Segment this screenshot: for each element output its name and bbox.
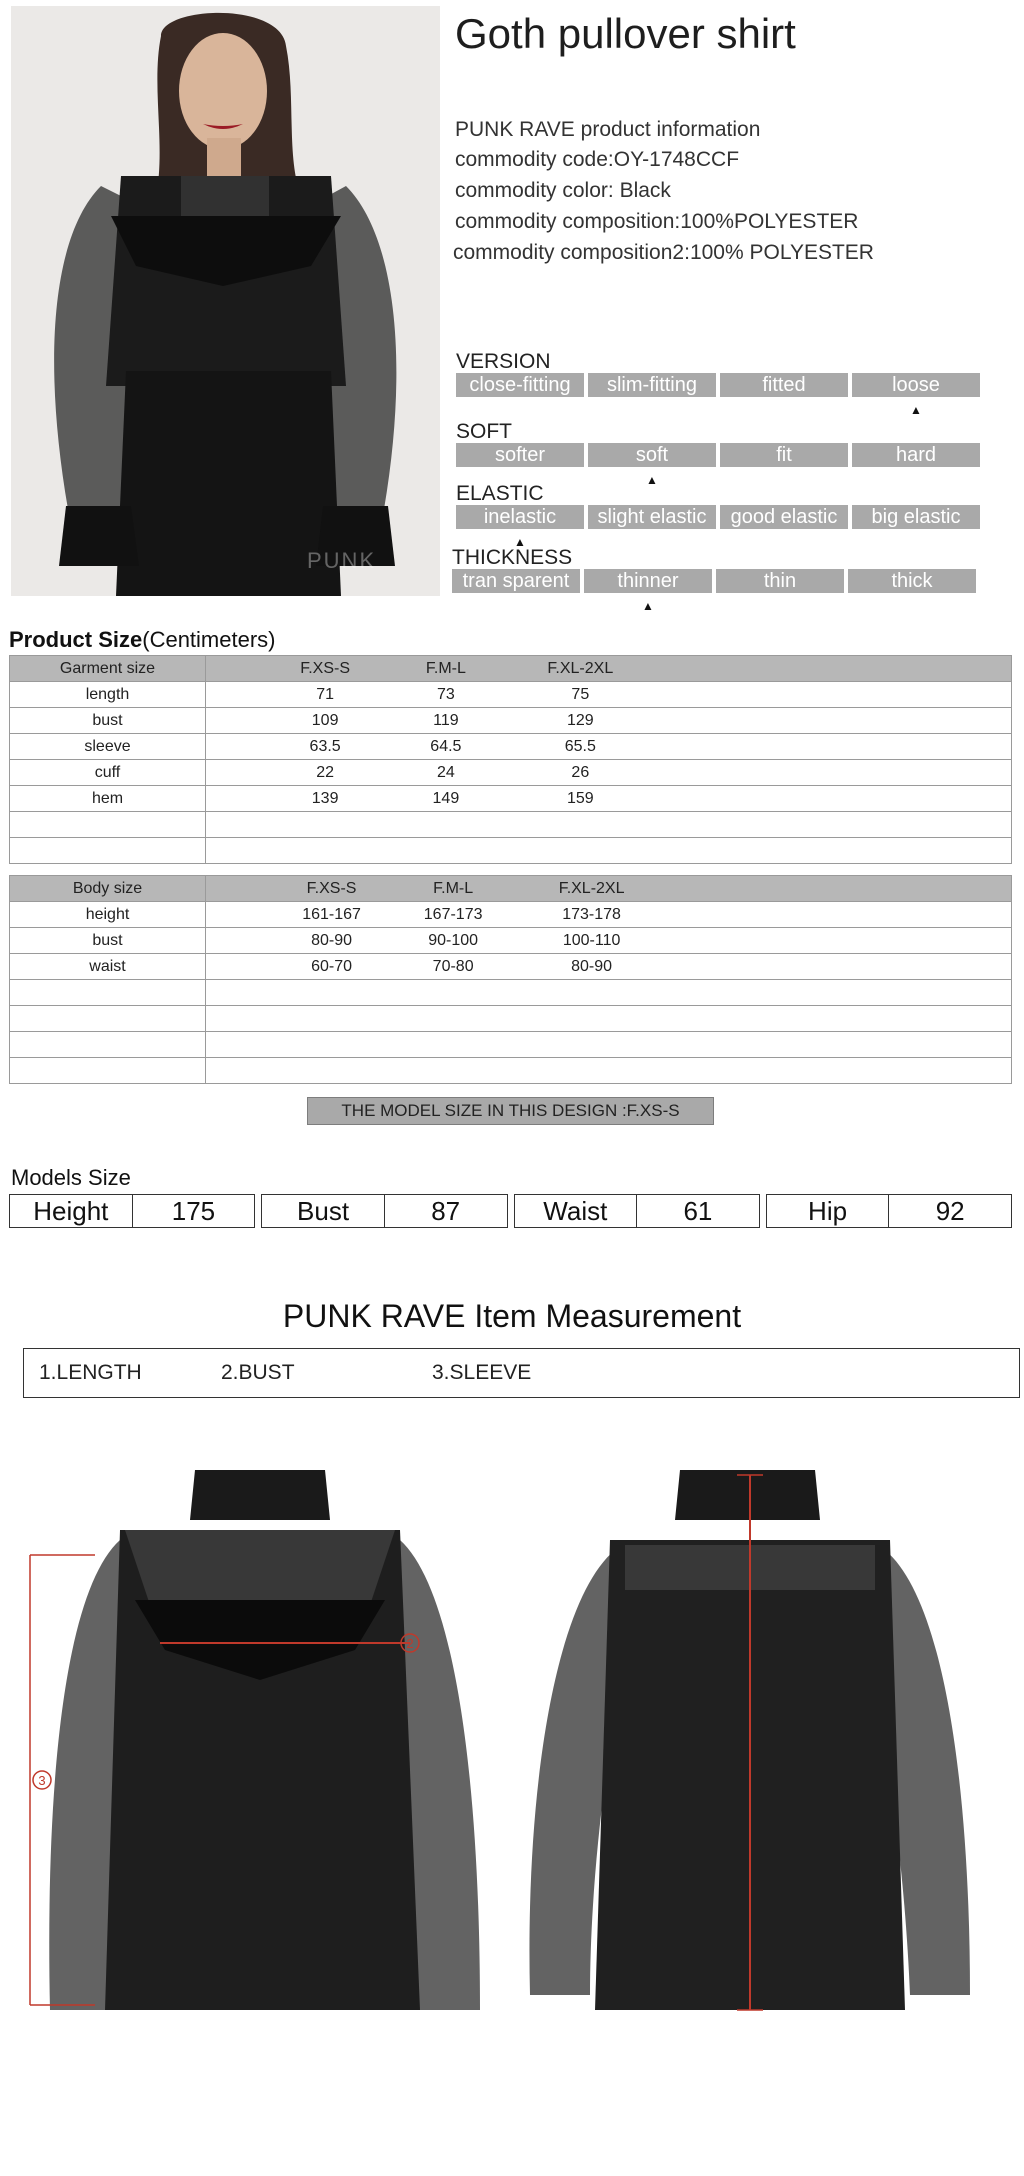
size-value: 63.5 xyxy=(309,737,341,755)
table-header-row xyxy=(10,876,1012,902)
soft-option xyxy=(456,443,584,467)
option-label: thinner xyxy=(617,570,679,592)
table-row xyxy=(10,928,1012,954)
elastic-option xyxy=(720,505,848,529)
commodity-composition2 xyxy=(453,241,874,265)
table-row xyxy=(10,1032,1012,1058)
option-label: slim-fitting xyxy=(606,374,697,396)
soft-option xyxy=(720,443,848,467)
size-value: 149 xyxy=(432,789,460,807)
body-size-table xyxy=(9,875,1012,1084)
option-label: slight elastic xyxy=(597,506,707,528)
elastic-option xyxy=(852,505,980,529)
value-cell xyxy=(206,1032,1012,1058)
size-value: 167-173 xyxy=(423,905,483,923)
models-size-hip xyxy=(766,1194,1012,1228)
row-label: sleeve xyxy=(10,734,206,760)
table-row xyxy=(10,838,1012,864)
size-value: 80-90 xyxy=(311,931,353,949)
row-label: height xyxy=(10,902,206,928)
value-cell xyxy=(206,786,1012,812)
models-size-value: 61 xyxy=(636,1195,759,1227)
option-label: big elastic xyxy=(871,506,961,528)
option-label: loose xyxy=(892,374,940,396)
selected-marker: ▲ xyxy=(646,473,658,487)
model-size-note: THE MODEL SIZE IN THIS DESIGN :F.XS-S xyxy=(307,1097,714,1125)
version-option xyxy=(456,373,584,397)
measurement-item-bust: 2.BUST xyxy=(221,1361,295,1384)
size-column-header: F.XS-S xyxy=(300,659,351,677)
size-value: 22 xyxy=(316,763,335,781)
version-option xyxy=(720,373,848,397)
version-scale xyxy=(456,373,980,417)
size-value: 100-110 xyxy=(562,931,621,949)
value-cell xyxy=(206,954,1012,980)
table-row xyxy=(10,812,1012,838)
size-value: 139 xyxy=(311,789,339,807)
model-photo-illustration xyxy=(11,6,440,596)
thickness-option xyxy=(848,569,976,593)
models-size-label: Bust xyxy=(297,1196,350,1226)
table-header-row xyxy=(10,656,1012,682)
commodity-composition2-label: commodity composition2: xyxy=(453,241,690,264)
commodity-composition-label: commodity composition: xyxy=(455,210,681,233)
value-cell xyxy=(206,812,1012,838)
table-row xyxy=(10,734,1012,760)
row-label: bust xyxy=(10,708,206,734)
commodity-composition-value: 100%POLYESTER xyxy=(680,210,859,233)
table-row xyxy=(10,682,1012,708)
size-value: 60-70 xyxy=(311,957,353,975)
value-cell xyxy=(206,734,1012,760)
size-column-header: F.M-L xyxy=(433,879,474,897)
value-cell xyxy=(206,1006,1012,1032)
commodity-color-label: commodity color: xyxy=(455,179,614,202)
option-label: inelastic xyxy=(483,506,557,528)
measurement-item-length: 1.LENGTH xyxy=(39,1361,142,1384)
table-row xyxy=(10,902,1012,928)
thickness-option xyxy=(584,569,712,613)
table-row xyxy=(10,1006,1012,1032)
size-value: 161-167 xyxy=(302,905,361,923)
measurement-legend xyxy=(23,1348,1020,1398)
photo-watermark: PUNK xyxy=(307,548,377,573)
soft-label: SOFT xyxy=(456,420,512,443)
elastic-option xyxy=(456,505,584,549)
size-value: 119 xyxy=(433,711,459,729)
value-cell xyxy=(206,760,1012,786)
value-cell xyxy=(206,1058,1012,1084)
size-value: 173-178 xyxy=(562,905,621,923)
size-value: 80-90 xyxy=(571,957,613,975)
table-header-cell: Body size xyxy=(10,876,206,902)
thickness-option xyxy=(716,569,844,593)
garment-flatlay-illustration xyxy=(25,1450,1015,2070)
size-column-header: F.XL-2XL xyxy=(547,659,614,677)
models-size-value: 175 xyxy=(132,1195,255,1227)
elastic-label: ELASTIC xyxy=(456,482,544,505)
commodity-code-value: OY-1748CCF xyxy=(613,148,740,171)
option-label: hard xyxy=(895,444,937,466)
models-size-height xyxy=(9,1194,255,1228)
size-value: 129 xyxy=(566,711,594,729)
option-label: tran sparent xyxy=(462,570,570,592)
option-label: fit xyxy=(776,444,792,466)
models-size-label: Hip xyxy=(808,1196,848,1226)
row-label: hem xyxy=(10,786,206,812)
product-size-unit: (Centimeters) xyxy=(142,627,276,652)
commodity-color-value: Black xyxy=(619,179,671,202)
value-cell xyxy=(206,656,1012,682)
measurement-title: PUNK RAVE Item Measurement xyxy=(282,1298,742,1334)
option-label: thin xyxy=(763,570,797,592)
garment-measurement-photos xyxy=(25,1450,1015,2070)
selected-marker: ▲ xyxy=(514,535,526,549)
row-label xyxy=(10,1058,206,1084)
row-label xyxy=(10,980,206,1006)
row-label: cuff xyxy=(10,760,206,786)
version-option xyxy=(588,373,716,397)
size-value: 65.5 xyxy=(564,737,596,755)
table-row xyxy=(10,980,1012,1006)
commodity-code-label: commodity code: xyxy=(455,148,614,171)
size-value: 159 xyxy=(566,789,594,807)
model-photo xyxy=(11,6,440,596)
bust-marker: 2 xyxy=(406,1636,414,1651)
row-label xyxy=(10,812,206,838)
table-row xyxy=(10,954,1012,980)
soft-option xyxy=(588,443,716,487)
version-option xyxy=(852,373,980,417)
models-size-label: Waist xyxy=(543,1196,608,1226)
elastic-scale xyxy=(456,505,980,549)
option-label: good elastic xyxy=(730,506,838,528)
sleeve-marker: 3 xyxy=(38,1773,46,1788)
elastic-option xyxy=(588,505,716,529)
selected-marker: ▲ xyxy=(642,599,654,613)
commodity-code xyxy=(455,148,739,172)
value-cell xyxy=(206,876,1012,902)
size-value: 26 xyxy=(571,763,590,781)
table-row xyxy=(10,708,1012,734)
thickness-scale xyxy=(452,569,976,613)
models-size-waist xyxy=(514,1194,760,1228)
commodity-color xyxy=(455,179,671,203)
size-value: 73 xyxy=(436,685,455,703)
models-size-value: 87 xyxy=(384,1195,507,1227)
size-value: 109 xyxy=(311,711,339,729)
info-heading: PUNK RAVE product information xyxy=(455,118,761,141)
table-row xyxy=(10,1058,1012,1084)
soft-option xyxy=(852,443,980,467)
size-value: 64.5 xyxy=(430,737,462,755)
garment-size-table xyxy=(9,655,1012,864)
commodity-composition2-value: 100% POLYESTER xyxy=(689,241,874,264)
row-label: waist xyxy=(10,954,206,980)
size-column-header: F.XS-S xyxy=(306,879,357,897)
table-row xyxy=(10,786,1012,812)
row-label: bust xyxy=(10,928,206,954)
thickness-label: THICKNESS xyxy=(452,546,573,569)
models-size-label: Height xyxy=(33,1196,109,1226)
size-value: 24 xyxy=(436,763,455,781)
option-label: soft xyxy=(635,444,669,466)
value-cell xyxy=(206,708,1012,734)
models-size-title: Models Size xyxy=(11,1165,131,1190)
soft-scale xyxy=(456,443,980,487)
row-label xyxy=(10,1006,206,1032)
size-column-header: F.M-L xyxy=(425,659,466,677)
row-label xyxy=(10,838,206,864)
product-title: Goth pullover shirt xyxy=(455,10,796,57)
value-cell xyxy=(206,902,1012,928)
value-cell xyxy=(206,682,1012,708)
thickness-option xyxy=(452,569,580,593)
selected-marker: ▲ xyxy=(910,403,922,417)
row-label xyxy=(10,1032,206,1058)
value-cell xyxy=(206,838,1012,864)
table-header-cell: Garment size xyxy=(10,656,206,682)
size-value: 90-100 xyxy=(428,931,479,949)
option-label: fitted xyxy=(762,374,806,396)
option-label: close-fitting xyxy=(469,374,571,396)
measurement-item-sleeve: 3.SLEEVE xyxy=(432,1361,532,1384)
size-value: 75 xyxy=(571,685,590,703)
models-size-value: 92 xyxy=(888,1195,1011,1227)
option-label: thick xyxy=(891,570,933,592)
models-size-row xyxy=(9,1194,1012,1228)
product-size-heading xyxy=(9,627,276,653)
size-value: 71 xyxy=(316,685,335,703)
version-label: VERSION xyxy=(456,350,551,373)
product-size-title: Product Size xyxy=(9,627,143,652)
commodity-composition xyxy=(455,210,858,234)
size-value: 70-80 xyxy=(432,957,474,975)
value-cell xyxy=(206,980,1012,1006)
value-cell xyxy=(206,928,1012,954)
size-column-header: F.XL-2XL xyxy=(558,879,625,897)
models-size-bust xyxy=(261,1194,507,1228)
row-label: length xyxy=(10,682,206,708)
table-row xyxy=(10,760,1012,786)
option-label: softer xyxy=(494,444,546,466)
